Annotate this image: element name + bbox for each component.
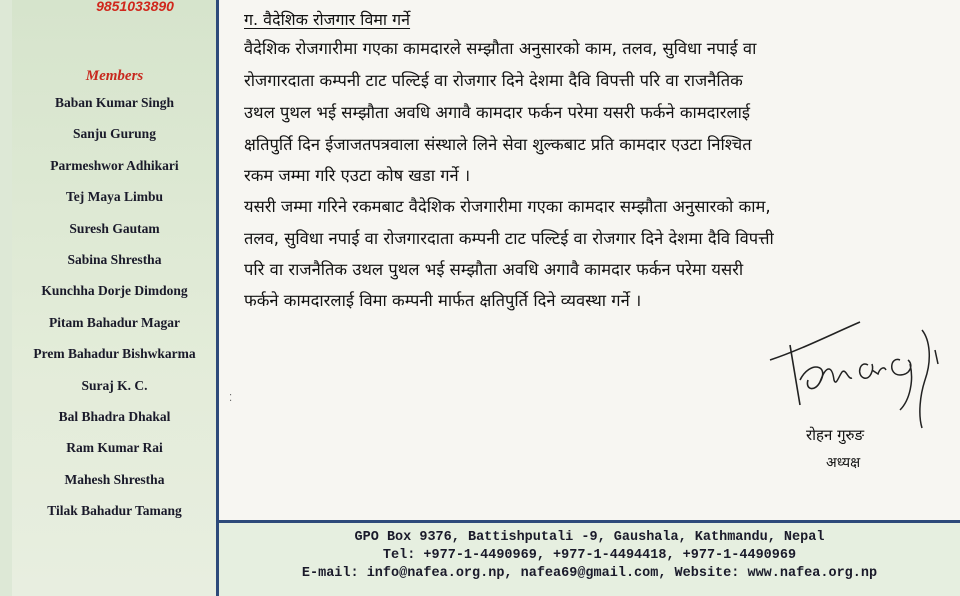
- member-name: Sanju Gurung: [73, 126, 156, 142]
- signature-image: [760, 320, 950, 430]
- member-name: Mahesh Shrestha: [64, 471, 165, 487]
- member-name: Prem Bahadur Bishwkarma: [33, 346, 196, 362]
- footer-phones: Tel: +977-1-4490969, +977-1-4494418, +977-1-4490969: [382, 548, 797, 563]
- signatory-name: रोहन गुरुङ: [806, 426, 865, 444]
- paragraph-line: उथल पुथल भई सम्झौता अवधि अगावै कामदार फर्कन परेमा यसरी फर्कने कामदारलाई: [244, 103, 751, 122]
- member-name: Tej Maya Limbu: [65, 189, 163, 205]
- members-heading: Members: [85, 68, 144, 84]
- footer-address: GPO Box 9376, Battishputali -9, Gaushala, Kathmandu, Nepal: [354, 530, 825, 545]
- paragraph-line: क्षतिपुर्ति दिन ईजाजतपत्रवाला संस्थाले लिने सेवा शुल्कबाट प्रति कामदार एउटा निश्चित: [244, 135, 752, 154]
- member-name: Ram Kumar Rai: [66, 440, 163, 456]
- paragraph-line: परि वा राजनैतिक उथल पुथल भई सम्झौता अवधि अगावै कामदार फर्कन परेमा यसरी: [244, 260, 744, 279]
- signatory-title: अध्यक्ष: [826, 455, 861, 471]
- paragraph-line: वैदेशिक रोजगारीमा गएका कामदारले सम्झौता अनुसारको काम, तलव, सुविधा नपाई वा: [244, 39, 757, 58]
- member-name: Parmeshwor Adhikari: [50, 157, 179, 173]
- paragraph-line: रकम जम्मा गरि एउटा कोष खडा गर्ने ।: [244, 166, 471, 185]
- footer-contact: E-mail: info@nafea.org.np, nafea69@gmail.com, Website: www.nafea.org.np: [301, 566, 878, 581]
- member-name: Suraj K. C.: [81, 377, 148, 393]
- section-heading: ग. वैदेशिक रोजगार विमा गर्ने: [244, 10, 411, 29]
- phone-number: 9851033890: [96, 0, 174, 14]
- member-name: Sabina Shrestha: [67, 252, 162, 267]
- paragraph-line: यसरी जम्मा गरिने रकमबाट वैदेशिक रोजगारीमा गएका कामदार सम्झौता अनुसारको काम,: [244, 197, 771, 216]
- paragraph-line: तलव, सुविधा नपाई वा रोजगारदाता कम्पनी टाट पल्टिई वा रोजगार दिने देशमा दैवि विपत्ती: [244, 229, 774, 248]
- member-name: Bal Bhadra Dhakal: [58, 409, 171, 424]
- stray-mark: ⁚: [229, 393, 233, 404]
- paragraph-line: फर्कने कामदारलाई विमा कम्पनी मार्फत क्षतिपुर्ति दिने व्यवस्था गर्ने ।: [244, 291, 642, 310]
- member-name: Suresh Gautam: [69, 220, 160, 236]
- member-name: Baban Kumar Singh: [54, 95, 175, 110]
- paragraph-line: रोजगारदाता कम्पनी टाट पल्टिई वा रोजगार दिने देशमा दैवि विपत्ती परि वा राजनैतिक: [244, 71, 743, 90]
- member-name: Kunchha Dorje Dimdong: [41, 283, 188, 299]
- member-name: Pitam Bahadur Magar: [49, 314, 180, 330]
- member-name: Tilak Bahadur Tamang: [47, 503, 182, 519]
